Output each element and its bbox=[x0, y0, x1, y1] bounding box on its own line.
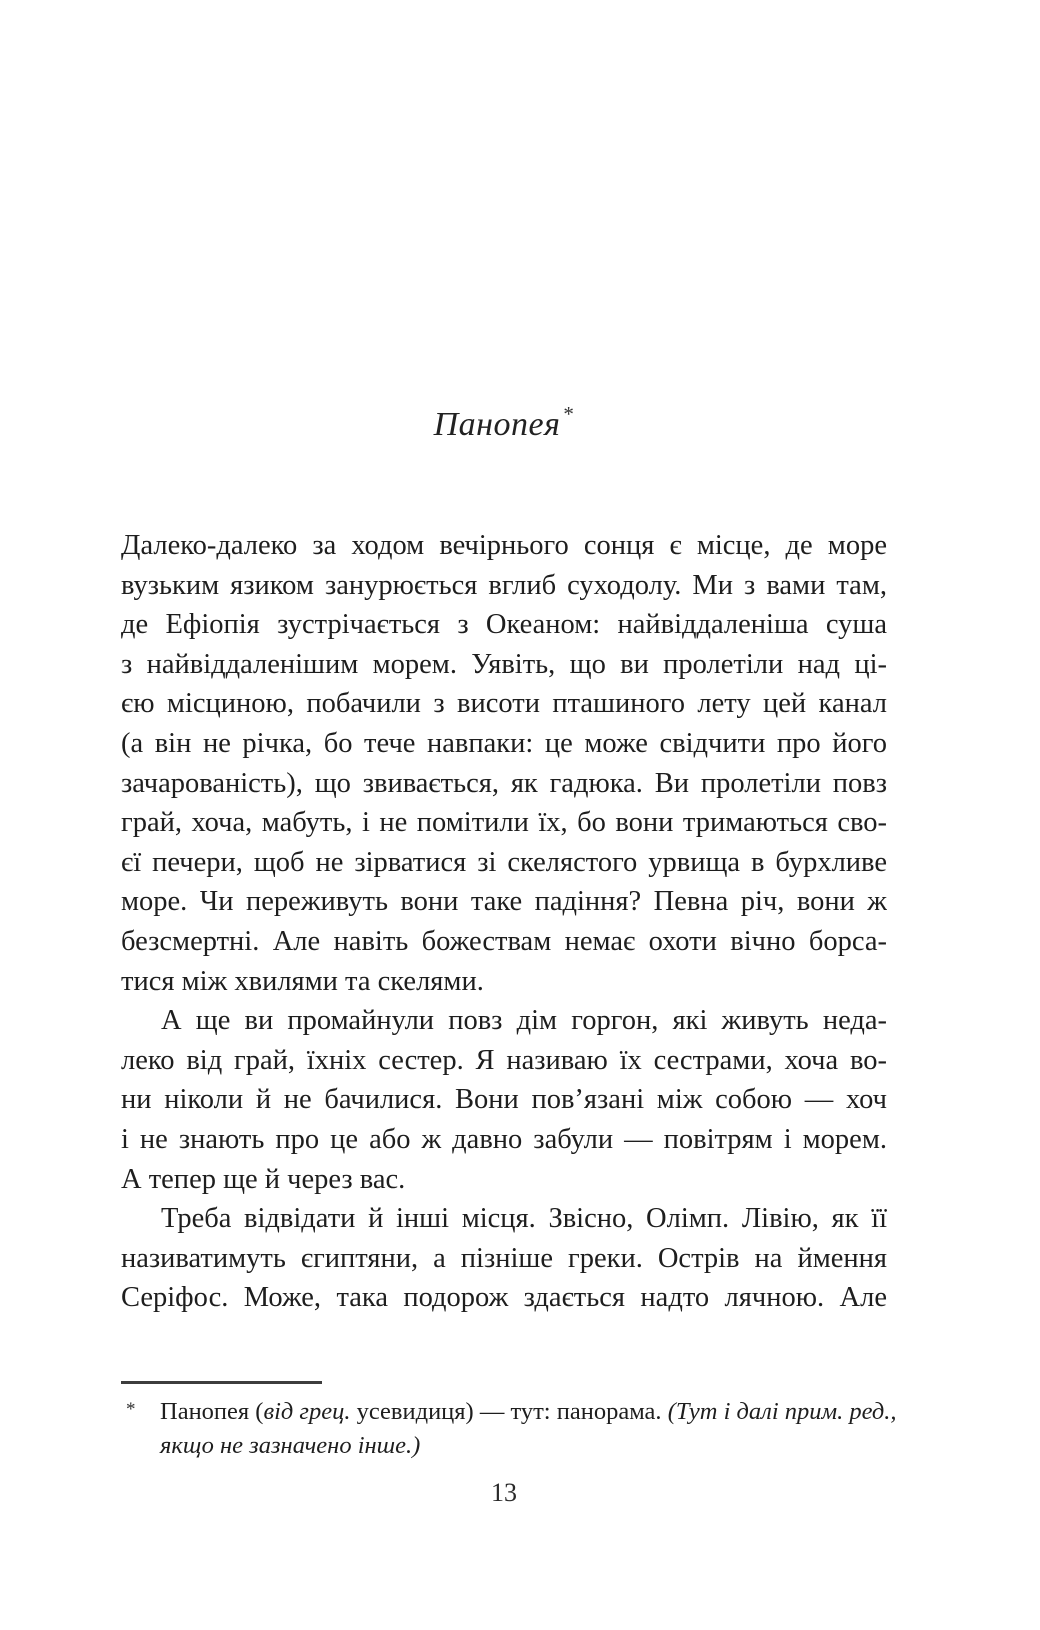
footnote-segment: Панопея ( bbox=[160, 1398, 264, 1425]
body-line: єю місциною, побачили з висоти пташиного лету цей канал bbox=[121, 688, 887, 720]
body-line: А тепер ще й через вас. bbox=[121, 1163, 406, 1195]
body-line: безсмертні. Але навіть божествам немає охоти вічно борса- bbox=[121, 925, 887, 957]
body-line: з найвіддаленішим морем. Уявіть, що ви пролетіли над ці- bbox=[121, 648, 887, 680]
body-line: (а він не річка, бо тече навпаки: це може свідчити про його bbox=[121, 727, 887, 759]
title-footnote-marker: * bbox=[563, 402, 575, 426]
body-line: море. Чи переживуть вони таке падіння? Певна річ, вони ж bbox=[121, 886, 887, 918]
body-line: тися між хвилями та скелями. bbox=[121, 965, 484, 997]
paragraph-2 bbox=[121, 1001, 887, 1199]
page-number: 13 bbox=[491, 1478, 517, 1507]
body-line: зачарованість), що звивається, як гадюка. Ви пролетіли повз bbox=[121, 767, 887, 799]
body-line: ни ніколи й не бачилися. Вони пов’язані між собою — хоч bbox=[121, 1084, 887, 1116]
body-line: і не знають про це або ж давно забули — повітрям і морем. bbox=[121, 1123, 887, 1155]
footnote-line: якщо не зазначено інше.) bbox=[160, 1431, 421, 1459]
paragraph-3 bbox=[121, 1199, 887, 1318]
chapter-title bbox=[121, 402, 887, 444]
chapter-title-text: Панопея bbox=[433, 406, 561, 443]
body-line: єї печери, щоб не зірватися зі скелястого урвища в бурхливе bbox=[121, 846, 887, 878]
body-line: Далеко-далеко за ходом вечірнього сонця є місце, де море bbox=[121, 530, 887, 561]
body-line: вузьким язиком занурюється вглиб суходолу. Ми з вами там, bbox=[121, 569, 887, 601]
footnote bbox=[121, 1395, 911, 1462]
footnote-segment: усевидиця) — тут: панорама. bbox=[350, 1398, 668, 1425]
footnote-line bbox=[160, 1395, 911, 1429]
footnote-segment-italic: (Тут і далі прим. ред., bbox=[667, 1398, 897, 1425]
paragraph-1 bbox=[121, 526, 887, 1001]
body-line: А ще ви промайнули повз дім горгон, які живуть неда- bbox=[161, 1005, 887, 1037]
footnote-marker: * bbox=[126, 1399, 136, 1420]
body-text-block bbox=[121, 526, 887, 1318]
footnote-text bbox=[160, 1395, 911, 1462]
body-line: Серіфос. Може, така подорож здається надто лячною. Але bbox=[121, 1282, 887, 1314]
footnote-segment-italic: від грец. bbox=[263, 1398, 351, 1425]
body-line: Треба відвідати й інші місця. Звісно, Олімп. Лівію, як її bbox=[161, 1203, 887, 1235]
body-line: де Ефіопія зустрічається з Океаном: найвіддаленіша суша bbox=[121, 609, 887, 641]
footnote-divider bbox=[121, 1381, 322, 1384]
body-line: леко від грай, їхніх сестер. Я називаю їх сестрами, хоча во- bbox=[121, 1044, 887, 1076]
body-line: називатимуть єгиптяни, а пізніше греки. Острів на ймення bbox=[121, 1242, 887, 1274]
body-line: грай, хоча, мабуть, і не помітили їх, бо вони тримаються сво- bbox=[121, 807, 887, 839]
